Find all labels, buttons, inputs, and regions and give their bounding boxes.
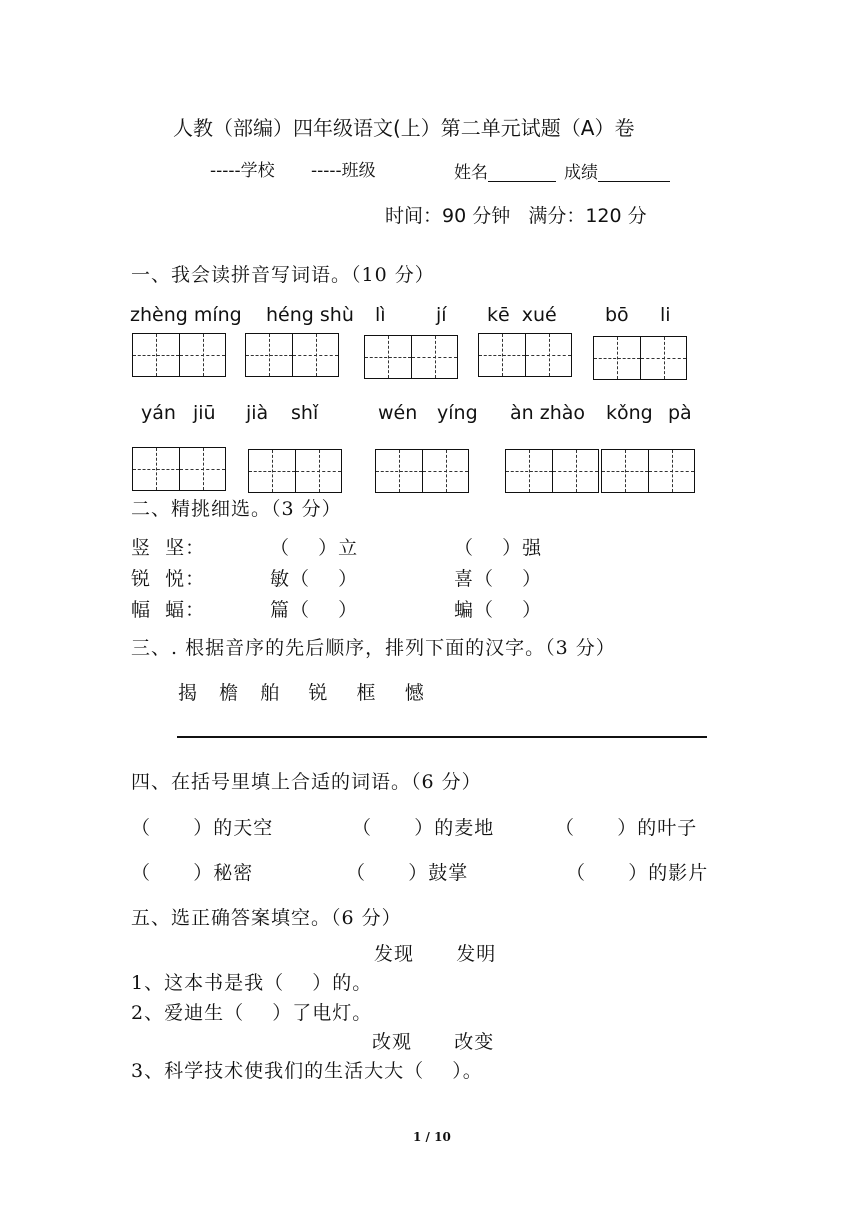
- writing-box[interactable]: [375, 449, 469, 493]
- fill-item[interactable]: 喜（ ）: [454, 568, 543, 590]
- question-2[interactable]: 2、爱迪生（ ）了电灯。: [131, 1002, 373, 1024]
- word-choices: 改观 改变: [372, 1031, 495, 1053]
- writing-box[interactable]: [601, 449, 695, 493]
- pinyin-jiu: jiū: [193, 402, 216, 424]
- writing-box[interactable]: [478, 333, 572, 377]
- fill-item[interactable]: （ ）的天空: [131, 817, 274, 839]
- pinyin-jia: jià: [246, 402, 269, 424]
- page-number: 1 / 10: [413, 1130, 451, 1144]
- school-field: -----学校: [210, 161, 275, 181]
- answer-line[interactable]: [177, 736, 707, 738]
- name-blank[interactable]: [488, 163, 556, 182]
- score-blank[interactable]: [598, 163, 670, 182]
- fill-item[interactable]: （ ）的影片: [566, 862, 709, 884]
- fill-item[interactable]: 蝙（ ）: [454, 599, 543, 621]
- class-field: -----班级: [311, 161, 376, 181]
- fill-item[interactable]: （ ）鼓掌: [346, 862, 469, 884]
- writing-box[interactable]: [132, 333, 226, 377]
- pinyin-zheng-ming: zhèng míng: [130, 304, 242, 326]
- pinyin-li: lì: [375, 304, 386, 326]
- word-choices: 发现 发明: [374, 943, 497, 965]
- question-3[interactable]: 3、科学技术使我们的生活大大（ ）。: [131, 1060, 483, 1082]
- section5-heading: 五、选正确答案填空。（6 分）: [131, 907, 402, 929]
- pinyin-pa: pà: [668, 402, 692, 424]
- pinyin-yan: yán: [141, 402, 176, 424]
- section4-heading: 四、在括号里填上合适的词语。（6 分）: [131, 771, 482, 793]
- pinyin-shi: shǐ: [291, 402, 319, 424]
- pinyin-li2: li: [660, 304, 671, 326]
- pinyin-an-zhao: àn zhào: [510, 402, 586, 424]
- name-field: [454, 163, 556, 182]
- writing-box[interactable]: [248, 449, 342, 493]
- name-label: 姓名: [454, 163, 488, 183]
- pinyin-wen: wén: [378, 402, 418, 424]
- page-title: 人教（部编）四年级语文(上）第二单元试题（A）卷: [173, 116, 635, 140]
- pinyin-kong: kǒng: [606, 402, 653, 424]
- section3-heading: 三、. 根据音序的先后顺序，排列下面的汉字。（3 分）: [131, 637, 616, 659]
- writing-box[interactable]: [593, 336, 687, 380]
- chars-to-sort: 揭 檐 舶 锐 框 憾: [178, 682, 425, 704]
- section1-heading: 一、我会读拼音写词语。（10 分）: [131, 264, 435, 286]
- fill-item[interactable]: 篇（ ）: [270, 599, 359, 621]
- question-1[interactable]: 1、这本书是我（ ）的。: [131, 972, 373, 994]
- section2-heading: 二、精挑细选。（3 分）: [131, 498, 342, 520]
- char-pair: 锐 悦：: [131, 568, 206, 590]
- time-info: 时间：90 分钟 满分：120 分: [385, 205, 647, 227]
- pinyin-ying: yíng: [437, 402, 478, 424]
- writing-box[interactable]: [132, 447, 226, 491]
- writing-box[interactable]: [245, 333, 339, 377]
- fill-item[interactable]: （ ）秘密: [131, 862, 254, 884]
- fill-item[interactable]: 敏（ ）: [270, 568, 359, 590]
- fill-item[interactable]: （ ）强: [454, 537, 543, 559]
- char-pair: 竖 坚：: [131, 537, 206, 559]
- fill-item[interactable]: （ ）立: [270, 537, 359, 559]
- writing-box[interactable]: [505, 449, 599, 493]
- pinyin-ji: jí: [436, 304, 447, 326]
- score-field: [564, 163, 670, 182]
- pinyin-heng-shu: héng shù: [266, 304, 354, 326]
- score-label: 成绩: [564, 163, 598, 183]
- pinyin-ke-xue: kē xué: [487, 304, 557, 326]
- pinyin-bo: bō: [605, 304, 629, 326]
- writing-box[interactable]: [364, 335, 458, 379]
- fill-item[interactable]: （ ）的麦地: [352, 817, 495, 839]
- char-pair: 幅 蝠：: [131, 599, 206, 621]
- fill-item[interactable]: （ ）的叶子: [555, 817, 698, 839]
